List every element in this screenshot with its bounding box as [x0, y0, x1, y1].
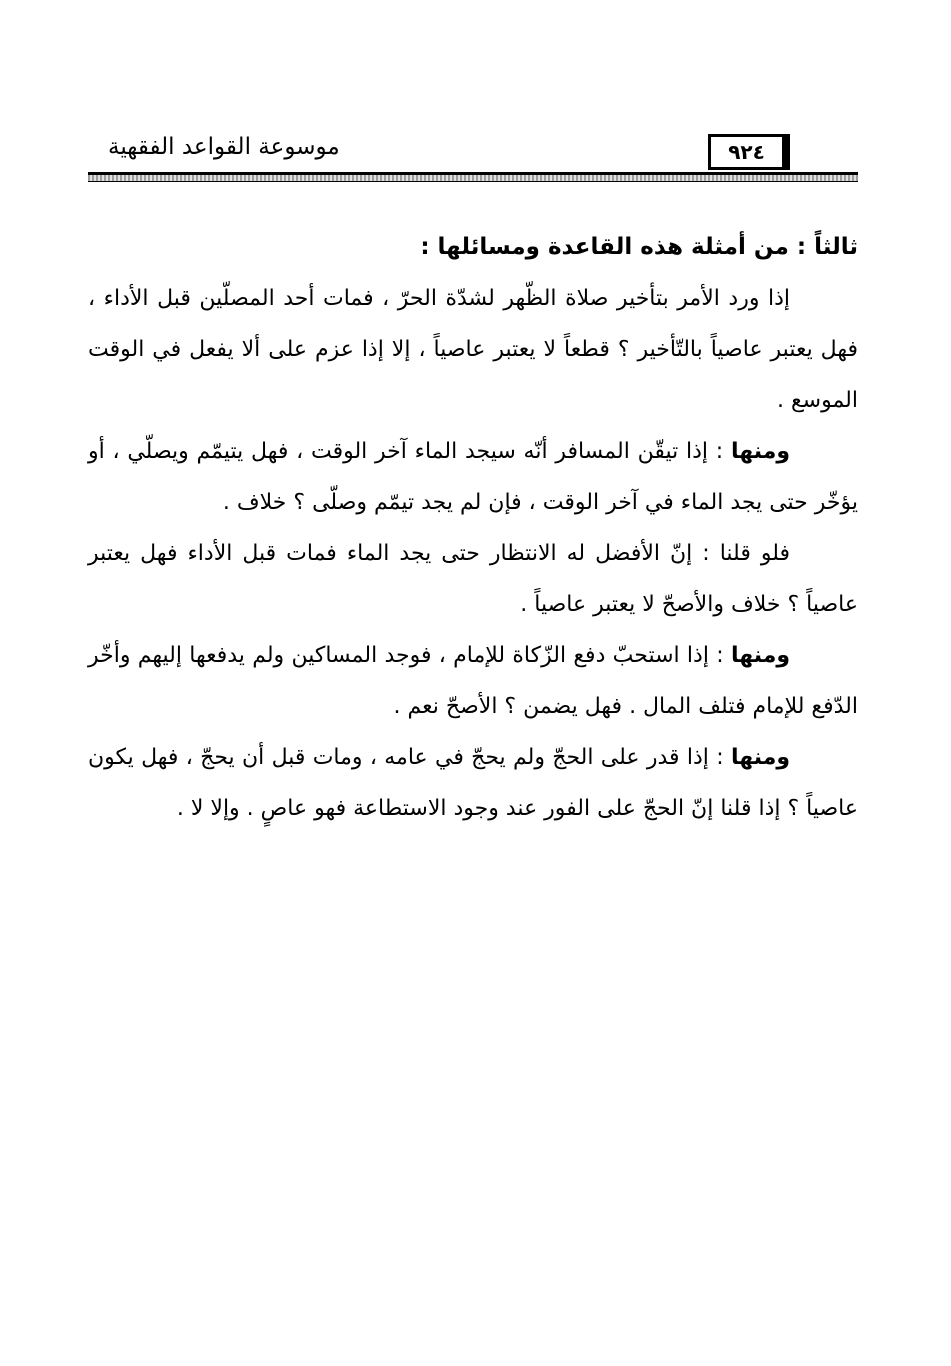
section-heading: ثالثاً : من أمثلة هذه القاعدة ومسائلها :	[420, 234, 858, 260]
paragraph-2-lead: ومنها	[730, 439, 790, 464]
paragraph-4	[88, 630, 858, 732]
page-header	[88, 128, 858, 184]
paragraph-4-text: : إذا استحبّ دفع الزّكاة للإمام ، فوجد المساكين ولم يدفعها إليهم وأخّر الدّفع للإمام فتلف المال . فهل يضمن ؟ الأصحّ نعم .	[88, 643, 858, 719]
paragraph-5-text: : إذا قدر على الحجّ ولم يحجّ في عامه ، ومات قبل أن يحجّ ، فهل يكون عاصياً ؟ إذا قلنا إنّ الحجّ على الفور عند وجود الاستطاعة فهو عاصٍ . وإلا لا .	[88, 745, 858, 821]
paragraph-4-lead: ومنها	[730, 643, 790, 668]
header-rule	[88, 172, 858, 182]
paragraph-3: فلو قلنا : إنّ الأفضل له الانتظار حتى يجد الماء فمات قبل الأداء فهل يعتبر عاصياً ؟ خلاف والأصحّ لا يعتبر عاصياً .	[88, 541, 858, 617]
paragraph-1: إذا ورد الأمر بتأخير صلاة الظّهر لشدّة الحرّ ، فمات أحد المصلّين قبل الأداء ، فهل يعتبر عاصياً بالتّأخير ؟ قطعاً لا يعتبر عاصياً ، إلا إذا عزم على ألا يفعل في الوقت الموسع .	[88, 286, 858, 413]
book-title: موسوعة القواعد الفقهية	[108, 134, 340, 160]
paragraph-5	[88, 732, 858, 834]
paragraph-2-text: : إذا تيقّن المسافر أنّه سيجد الماء آخر الوقت ، فهل يتيمّم ويصلّي ، أو يؤخّر حتى يجد الماء في آخر الوقت ، فإن لم يجد تيمّم وصلّى ؟ خلاف .	[88, 439, 858, 515]
page-number: ٩٢٤	[708, 134, 790, 170]
paragraph-2	[88, 426, 858, 528]
page-body	[88, 222, 858, 834]
paragraph-5-lead: ومنها	[730, 745, 790, 770]
